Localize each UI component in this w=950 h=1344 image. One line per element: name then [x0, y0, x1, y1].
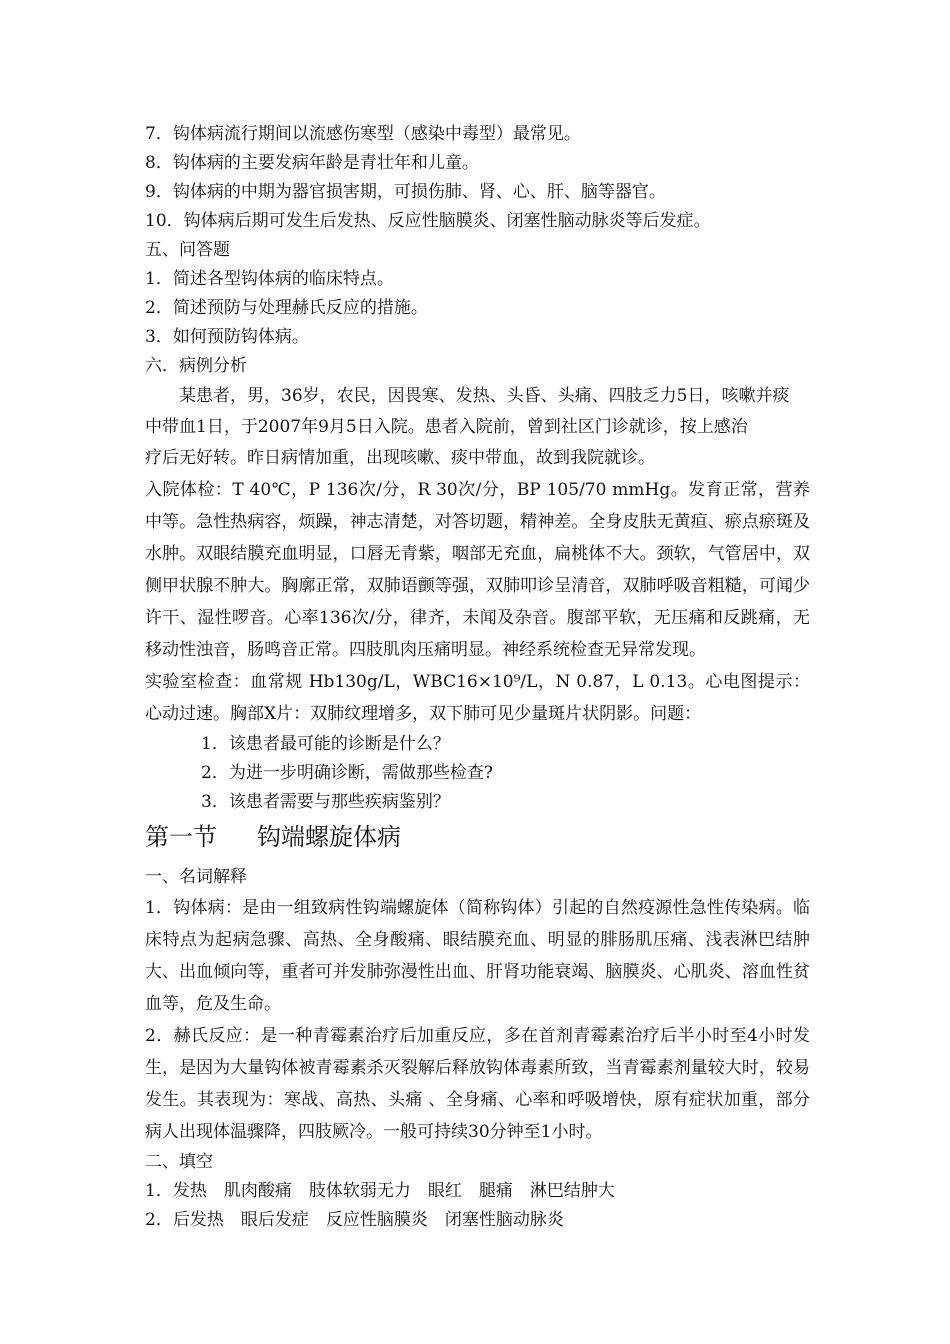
fill-blank-heading: 二、填空 [145, 1152, 213, 1172]
case-intro-line-1: 某患者，男，36岁，农民，因畏寒、发热、头昏、头痛、四肢乏力5日，咳嗽并痰 [145, 386, 790, 406]
essay-question-3: 3．如何预防钩体病。 [145, 327, 309, 347]
case-question-2: 2．为进一步明确诊断，需做那些检查? [201, 763, 493, 783]
section-title [145, 817, 810, 863]
true-false-item-7: 7．钩体病流行期间以流感伤寒型（感染中毒型）最常见。 [145, 124, 581, 144]
essay-question-2: 2．简述预防与处理赫氏反应的措施。 [145, 298, 428, 318]
true-false-item-10: 10．钩体病后期可发生后发热、反应性脑膜炎、闭塞性脑动脉炎等后发症。 [145, 211, 711, 231]
true-false-item-9: 9．钩体病的中期为器官损害期，可损伤肺、肾、心、肝、脑等器官。 [145, 182, 666, 202]
case-analysis-heading: 六．病例分析 [145, 356, 247, 376]
true-false-item-8: 8．钩体病的主要发病年龄是青壮年和儿童。 [145, 153, 479, 173]
case-intro-line-2: 中带血1日，于2007年9月5日入院。患者入院前，曾到社区门诊就诊，按上感治 [145, 417, 748, 437]
fill-blank-answer-1: 1．发热 肌肉酸痛 肢体软弱无力 眼红 腿痛 淋巴结肿大 [145, 1181, 615, 1201]
section-name: 钩端螺旋体病 [257, 823, 401, 851]
fill-blank-answer-2: 2．后发热 眼后发症 反应性脑膜炎 闭塞性脑动脉炎 [145, 1210, 564, 1230]
lab-exam-paragraph: 实验室检查：血常规 Hb130g/L，WBC16×10⁹/L，N 0.87，L 0.13。心电图提示：心动过速。胸部X片：双肺纹理增多，双下肺可见少量斑片状阴影。问题： [145, 672, 810, 724]
physical-exam-paragraph: 入院体检：T 40℃，P 136次/分，R 30次/分，BP 105/70 mmHg。发育正常，营养中等。急性热病容，烦躁，神志清楚，对答切题，精神差。全身皮肤无黄疸、瘀点瘀斑及水肿。双眼结膜充血明显，口唇无青紫，咽部无充血，扁桃体不大。颈软，气管居中，双侧甲状腺不肿大。胸廓正常，双肺语颤等强，双肺叩诊呈清音，双肺呼吸音粗糙，可闻少许干、湿性啰音。心率136次/分，律齐，未闻及杂音。腹部平软，无压痛和反跳痛，无移动性浊音，肠鸣音正常。四肢肌肉压痛明显。神经系统检查无异常发现。 [145, 480, 810, 660]
term-explanation-heading: 一、名词解释 [145, 867, 247, 887]
term-herxheimer-reaction: 2．赫氏反应：是一种青霉素治疗后加重反应，多在首剂青霉素治疗后半小时至4小时发生，是因为大量钩体被青霉素杀灭裂解后释放钩体毒素所致，当青霉素剂量较大时，较易发生。其表现为：寒战、高热、头痛 、全身痛、心率和呼吸增快，原有症状加重，部分病人出现体温骤降，四肢厥冷。一般可持续30分钟至1小时。 [145, 1026, 810, 1142]
term-leptospirosis: 1．钩体病：是由一组致病性钩端螺旋体（简称钩体）引起的自然疫源性急性传染病。临床特点为起病急骤、高热、全身酸痛、眼结膜充血、明显的腓肠肌压痛、浅表淋巴结肿大、出血倾向等，重者可并发肺弥漫性出血、肝肾功能衰竭、脑膜炎、心肌炎、溶血性贫血等，危及生命。 [145, 898, 810, 1014]
page-content [145, 120, 810, 1235]
essay-heading: 五、问答题 [145, 240, 230, 260]
section-number: 第一节 [145, 823, 217, 851]
essay-question-1: 1．简述各型钩体病的临床特点。 [145, 269, 394, 289]
case-question-3: 3．该患者需要与那些疾病鉴别？ [201, 792, 450, 812]
case-question-1: 1．该患者最可能的诊断是什么？ [201, 734, 450, 754]
case-intro-line-3: 疗后无好转。昨日病情加重，出现咳嗽、痰中带血，故到我院就诊。 [145, 448, 655, 468]
